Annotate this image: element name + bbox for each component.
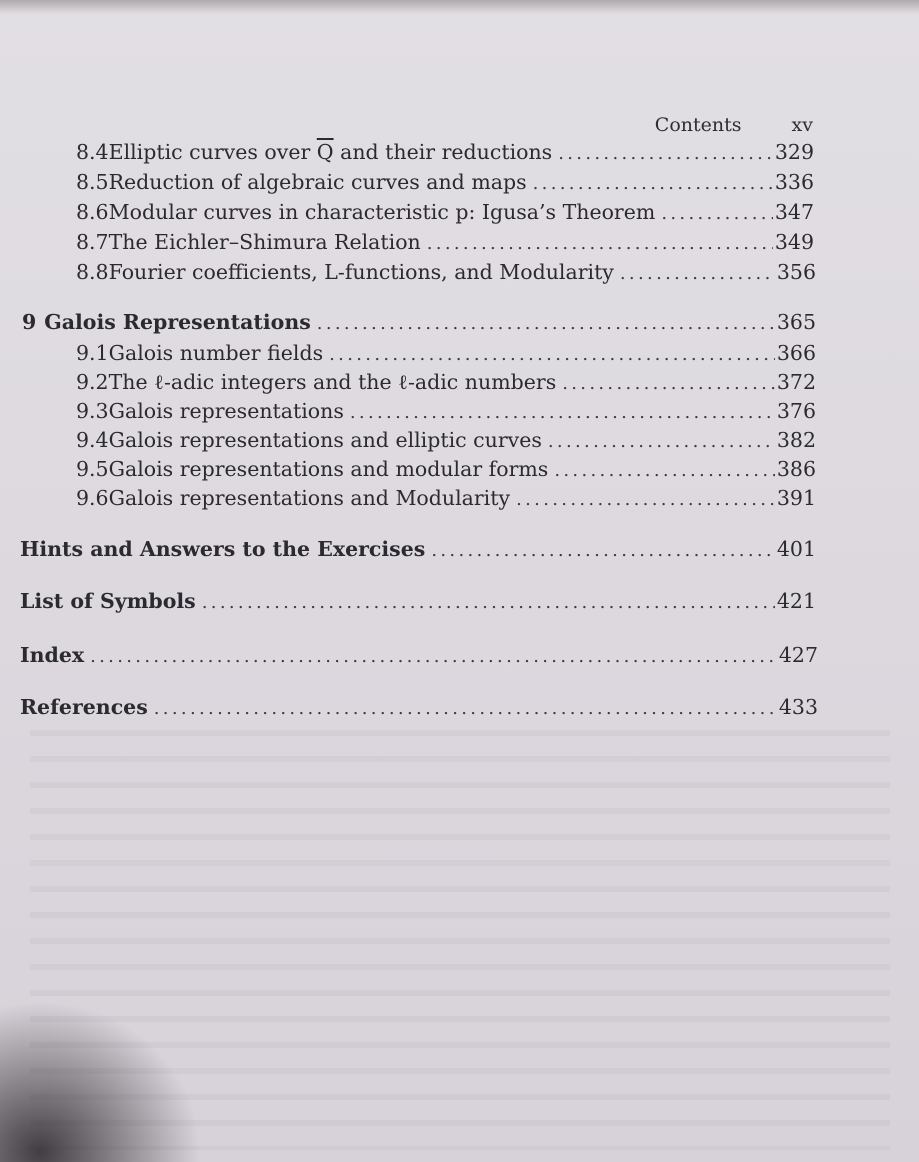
leader-dots (329, 344, 775, 365)
toc-chapter-9 (22, 310, 816, 334)
section-title: Galois representations (108, 399, 344, 423)
page-number: 372 (776, 370, 816, 394)
toc-entry-9-5 (76, 457, 816, 481)
leader-dots (533, 173, 773, 194)
section-number: 9.2 (76, 370, 109, 394)
page-number: 329 (774, 140, 814, 164)
section-number: 9.6 (76, 486, 109, 510)
toc-index (20, 643, 818, 667)
section-number: 9.1 (76, 341, 109, 365)
page-number: 386 (776, 457, 816, 481)
section-number: 9.3 (76, 399, 109, 423)
page-number: 401 (776, 537, 816, 561)
section-title: The ℓ-adic integers and the ℓ-adic numbers (108, 370, 557, 394)
toc-entry-9-4 (76, 428, 816, 452)
leader-dots (431, 540, 775, 561)
toc-entry-8-5 (76, 170, 814, 194)
page-number: 349 (774, 230, 814, 254)
leader-dots (558, 143, 773, 164)
leader-dots (90, 646, 777, 667)
q-bar-symbol: $\overline{Q}$ (316, 140, 334, 164)
leader-dots (620, 263, 775, 284)
page-number: 421 (776, 589, 816, 613)
page-number: 376 (776, 399, 816, 423)
leader-dots (350, 402, 775, 423)
toc-entry-8-7 (76, 230, 814, 254)
section-title: Galois representations and elliptic curves (108, 428, 542, 452)
header-title: Contents (654, 114, 742, 136)
section-number: 8.4 (76, 140, 109, 164)
leader-dots (661, 203, 773, 224)
section-title: Galois number fields (108, 341, 324, 365)
toc-entry-8-8 (76, 260, 816, 284)
leader-dots (154, 698, 777, 719)
toc-entry-8-4 (76, 140, 814, 164)
chapter-title: Galois Representations (44, 310, 311, 334)
page-number: 336 (774, 170, 814, 194)
section-title: Galois representations and Modularity (108, 486, 511, 510)
section-number: 8.5 (76, 170, 109, 194)
toc-hints-and-answers (20, 537, 816, 561)
section-number: 9.4 (76, 428, 109, 452)
back-matter-title: Index (20, 643, 85, 667)
leader-dots (562, 373, 775, 394)
leader-dots (202, 592, 775, 613)
section-number: 9.5 (76, 457, 109, 481)
toc-entry-9-1 (76, 341, 816, 365)
section-title: Elliptic curves over $\overline{Q}$ and their reductions (108, 140, 553, 164)
toc-entry-9-3 (76, 399, 816, 423)
toc-entry-9-2 (76, 370, 816, 395)
page-number: 391 (776, 486, 816, 510)
back-matter-title: References (20, 695, 148, 719)
leader-dots (317, 313, 775, 334)
chapter-number: 9 (22, 310, 37, 334)
leader-dots (548, 431, 775, 452)
leader-dots (554, 460, 775, 481)
page-number: 347 (774, 200, 814, 224)
back-matter-title: Hints and Answers to the Exercises (20, 537, 426, 561)
section-title: Galois representations and modular forms (108, 457, 549, 481)
page-number: 366 (776, 341, 816, 365)
section-title: The Eichler–Shimura Relation (108, 230, 421, 254)
leader-dots (427, 233, 773, 254)
toc-entry-9-6 (76, 486, 816, 510)
running-header (655, 114, 813, 136)
toc-entry-8-6 (76, 200, 814, 224)
section-title: Modular curves in characteristic p: Igusa’s Theorem (108, 200, 656, 224)
section-number: 8.8 (76, 260, 109, 284)
toc-references (20, 695, 818, 719)
toc-list-of-symbols (20, 589, 816, 613)
leader-dots (516, 489, 775, 510)
back-matter-title: List of Symbols (20, 589, 196, 613)
section-title: Reduction of algebraic curves and maps (108, 170, 527, 194)
section-number: 8.7 (76, 230, 109, 254)
section-number: 8.6 (76, 200, 109, 224)
page-number: 356 (776, 260, 816, 284)
page-number: 382 (776, 428, 816, 452)
section-title: Fourier coefficients, L-functions, and Modularity (108, 260, 614, 284)
page-edge-shadow (0, 0, 919, 14)
page-number: 365 (776, 310, 816, 334)
page-number: 433 (778, 695, 818, 719)
page-number: 427 (778, 643, 818, 667)
header-page-number: xv (791, 114, 813, 136)
